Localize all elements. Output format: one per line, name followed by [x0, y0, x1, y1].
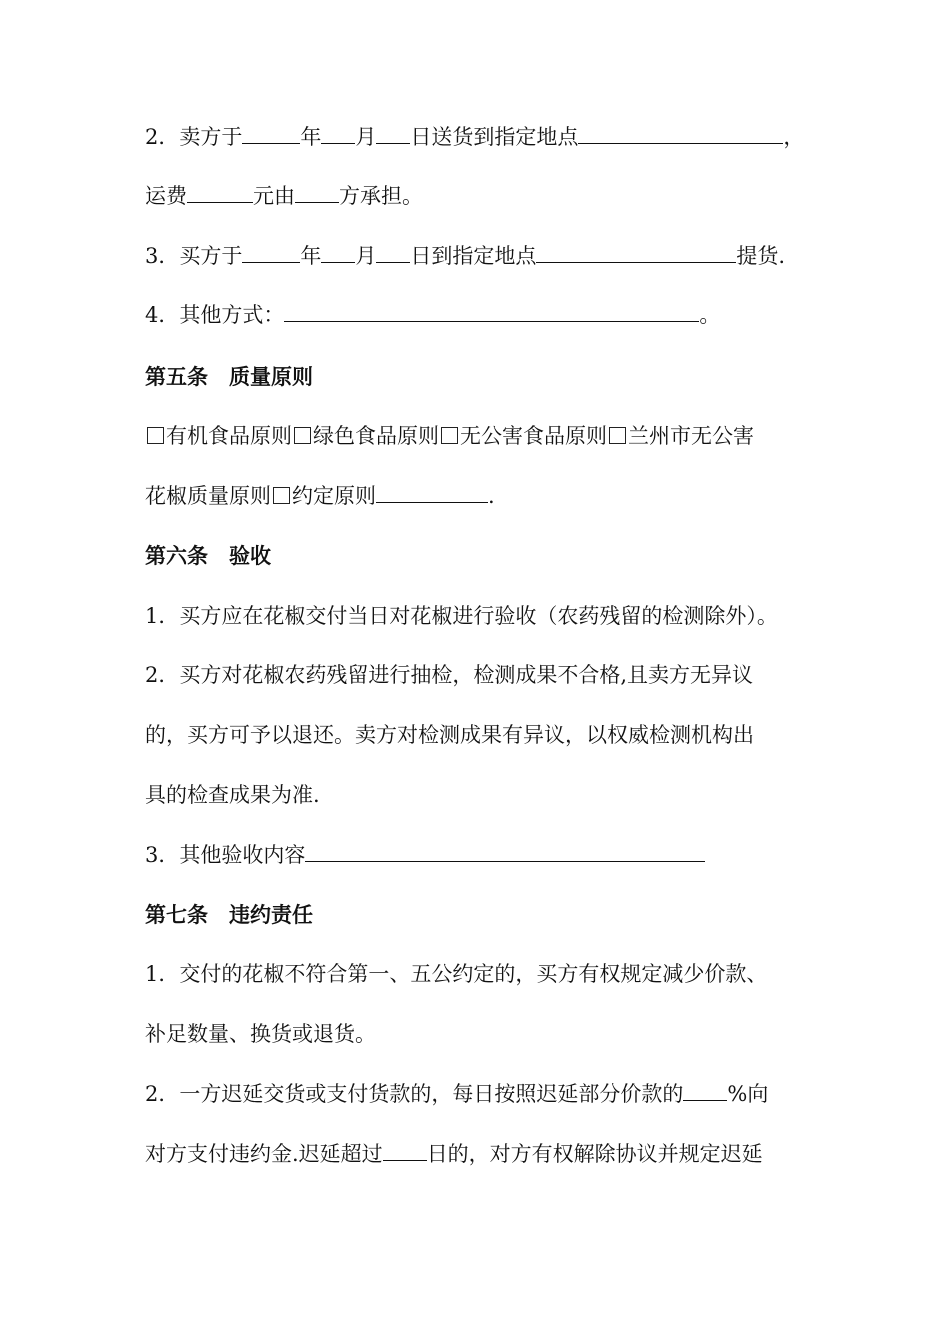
- month-blank[interactable]: [321, 123, 355, 144]
- other-inspection-line: [145, 840, 705, 870]
- text: 无公害食品原则: [460, 424, 607, 448]
- text: 年: [300, 125, 322, 149]
- checkbox[interactable]: [273, 487, 290, 504]
- text: 4．其他方式：: [145, 303, 285, 327]
- text: 绿色食品原则: [313, 424, 439, 448]
- text: 方承担。: [339, 184, 423, 208]
- other-method-line: [145, 300, 720, 330]
- text: 提货.: [736, 244, 786, 268]
- paragraph-line: 1．买方应在花椒交付当日对花椒进行验收（农药残留的检测除外）。: [145, 604, 778, 628]
- checkbox[interactable]: [609, 427, 626, 444]
- text: 约定原则: [292, 484, 376, 508]
- text: 年: [300, 244, 322, 268]
- paragraph-line: 具的检查成果为准.: [145, 783, 320, 807]
- article-6-heading: 第六条 验收: [145, 544, 271, 568]
- other-inspection-blank[interactable]: [305, 841, 705, 862]
- article-5-heading: 第五条 质量原则: [145, 365, 313, 389]
- agreed-standard-blank[interactable]: [376, 482, 488, 503]
- freight-line: [145, 181, 423, 211]
- location-blank[interactable]: [536, 242, 736, 263]
- late-penalty-line: [145, 1079, 768, 1109]
- checkbox[interactable]: [441, 427, 458, 444]
- text: 元由: [253, 184, 295, 208]
- quality-options-line-2: [145, 481, 495, 511]
- freight-amount-blank[interactable]: [187, 182, 253, 203]
- text: 。: [699, 303, 721, 327]
- late-penalty-line-2: [145, 1139, 763, 1169]
- text: .: [488, 484, 495, 508]
- text: 月: [355, 125, 377, 149]
- text: 花椒质量原则: [145, 484, 271, 508]
- percent-blank[interactable]: [683, 1080, 727, 1101]
- text: 2．卖方于: [145, 125, 243, 149]
- text: 3．买方于: [145, 244, 243, 268]
- location-blank[interactable]: [578, 123, 783, 144]
- text: 有机食品原则: [166, 424, 292, 448]
- day-blank[interactable]: [376, 242, 410, 263]
- month-blank[interactable]: [321, 242, 355, 263]
- article-7-heading: 第七条 违约责任: [145, 903, 313, 927]
- checkbox[interactable]: [294, 427, 311, 444]
- other-method-blank[interactable]: [284, 301, 699, 322]
- text: 2．一方迟延交货或支付货款的，每日按照迟延部分价款的: [145, 1082, 684, 1106]
- paragraph-line: 的，买方可予以退还。卖方对检测成果有异议，以权威检测机构出: [145, 723, 754, 747]
- text: 日送货到指定地点: [410, 125, 579, 149]
- text: 对方支付违约金.迟延超过: [145, 1142, 383, 1166]
- text: 日的，对方有权解除协议并规定迟延: [426, 1142, 763, 1166]
- text: ，: [783, 125, 805, 149]
- day-blank[interactable]: [376, 123, 410, 144]
- days-blank[interactable]: [383, 1140, 427, 1161]
- pickup-by-buyer-line: [145, 241, 785, 271]
- party-blank[interactable]: [295, 182, 339, 203]
- checkbox[interactable]: [147, 427, 164, 444]
- paragraph-line: 2．买方对花椒农药残留进行抽检，检测成果不合格,且卖方无异议: [145, 663, 754, 687]
- paragraph-line: 补足数量、换货或退货。: [145, 1022, 376, 1046]
- text: 日到指定地点: [410, 244, 537, 268]
- year-blank[interactable]: [242, 123, 300, 144]
- text: 3．其他验收内容: [145, 843, 306, 867]
- quality-options-line: [145, 421, 754, 451]
- paragraph-line: 1．交付的花椒不符合第一、五公约定的，买方有权规定减少价款、: [145, 962, 768, 986]
- year-blank[interactable]: [242, 242, 300, 263]
- text: 兰州市无公害: [628, 424, 754, 448]
- text: %向: [727, 1082, 769, 1106]
- text: 运费: [145, 184, 187, 208]
- text: 月: [355, 244, 377, 268]
- delivery-by-seller-line: [145, 122, 804, 152]
